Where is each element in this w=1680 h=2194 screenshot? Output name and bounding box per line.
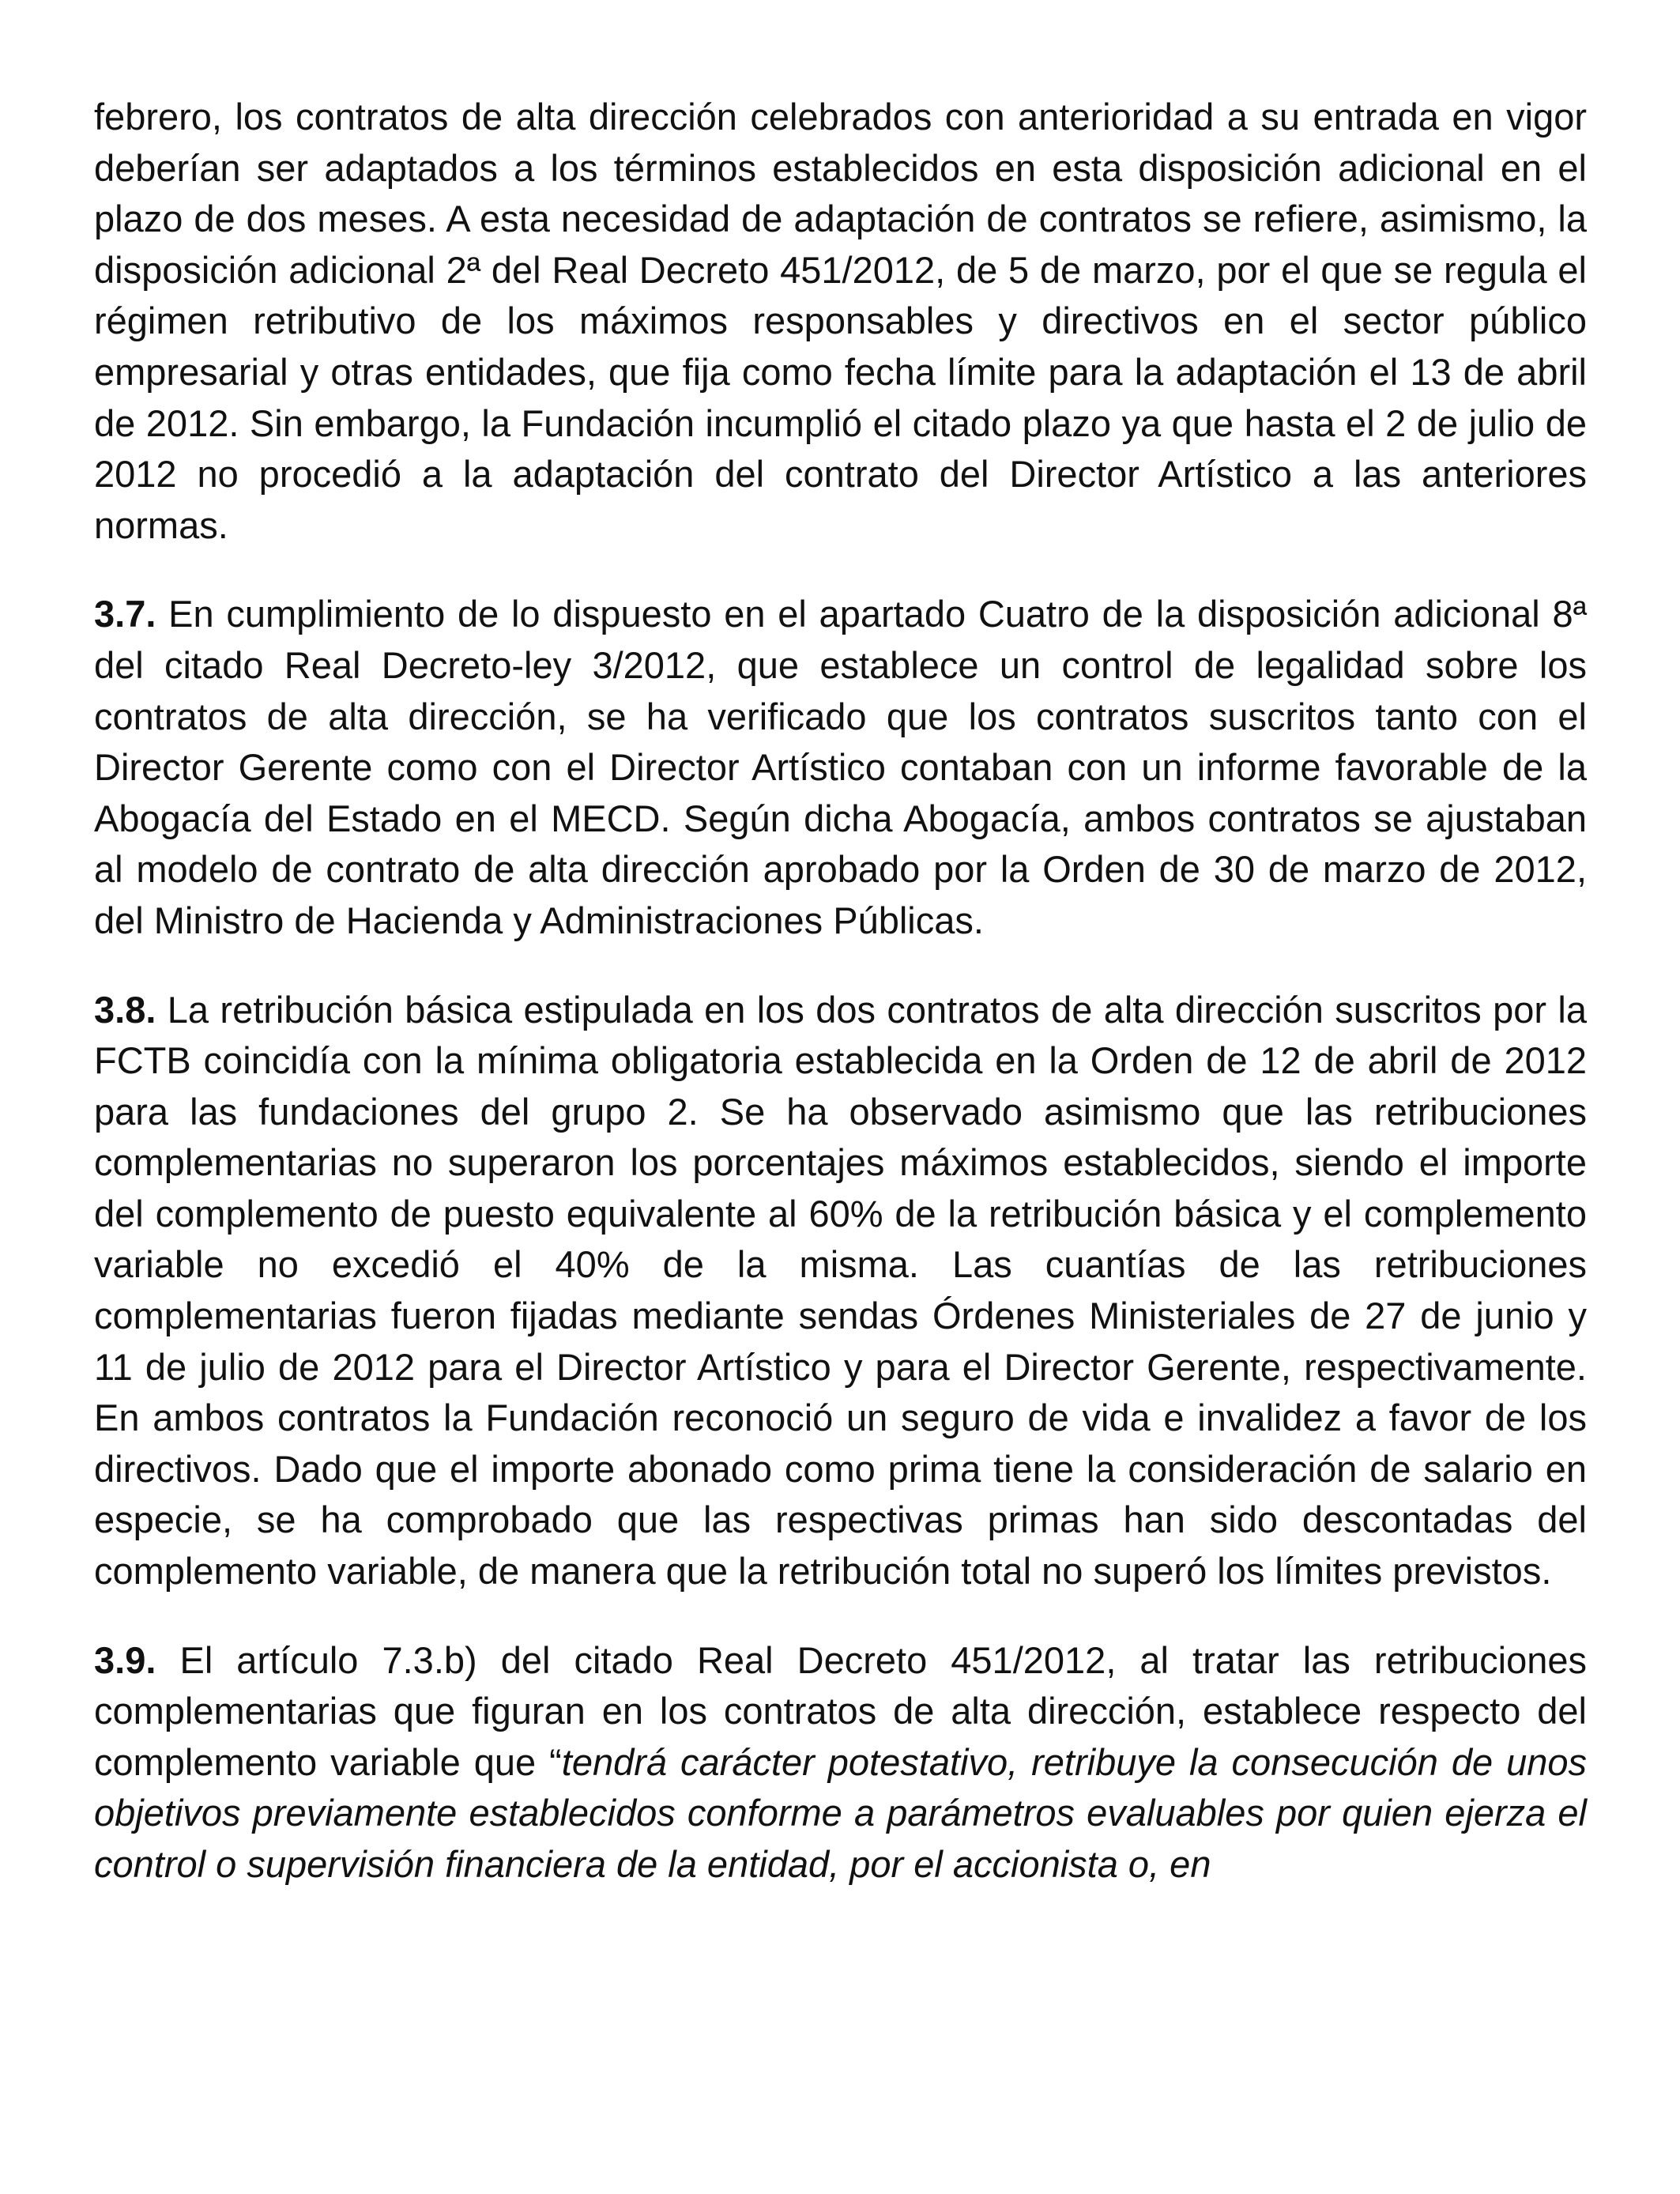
paragraph-continuation	[94, 92, 1587, 551]
paragraph-3-8	[94, 985, 1587, 1597]
paragraph-text: En cumplimiento de lo dispuesto en el apartado Cuatro de la disposición adicional 8ª del citado Real Decreto-ley 3/2012, que establece un control de legalidad sobre los contratos de alta dirección, se ha verificado que los contratos suscritos tanto con el Director Gerente como con el Director Artístico contaban con un informe favorable de la Abogacía del Estado en el MECD. Según dicha Abogacía, ambos contratos se ajustaban al modelo de contrato de alta dirección aprobado por la Orden de 30 de marzo de 2012, del Ministro de Hacienda y Administraciones Públicas.	[94, 593, 1587, 941]
paragraph-3-7	[94, 589, 1587, 946]
paragraph-3-9	[94, 1635, 1587, 1891]
paragraph-number: 3.7.	[94, 593, 156, 635]
quoted-text: tendrá carácter potestativo, retribuye la consecución de unos objetivos previamente establecidos conforme a parámetros evaluables por quien ejerza el control o supervisión financiera de la entidad, por el accionista o, en	[94, 1740, 1587, 1885]
document-page	[94, 92, 1587, 1891]
paragraph-number: 3.9.	[94, 1638, 156, 1681]
paragraph-text: La retribución básica estipulada en los dos contratos de alta dirección suscritos por la FCTB coincidía con la mínima obligatoria establecida en la Orden de 12 de abril de 2012 para las fundaciones del grupo 2. Se ha observado asimismo que las retribuciones complementarias no superaron los porcentajes máximos establecidos, siendo el importe del complemento de puesto equivalente al 60% de la retribución básica y el complemento variable no excedió el 40% de la misma. Las cuantías de las retribuciones complementarias fueron fijadas mediante sendas Órdenes Ministeriales de 27 de junio y 11 de julio de 2012 para el Director Artístico y para el Director Gerente, respectivamente. En ambos contratos la Fundación reconoció un seguro de vida e invalidez a favor de los directivos. Dado que el importe abonado como prima tiene la consideración de salario en especie, se ha comprobado que las respectivas primas han sido descontadas del complemento variable, de manera que la retribución total no superó los límites previstos.	[94, 988, 1587, 1593]
paragraph-text: febrero, los contratos de alta dirección celebrados con anterioridad a su entrada en vigor deberían ser adaptados a los términos establecidos en esta disposición adicional en el plazo de dos meses. A esta necesidad de adaptación de contratos se refiere, asimismo, la disposición adicional 2ª del Real Decreto 451/2012, de 5 de marzo, por el que se regula el régimen retributivo de los máximos responsables y directivos en el sector público empresarial y otras entidades, que fija como fecha límite para la adaptación el 13 de abril de 2012. Sin embargo, la Fundación incumplió el citado plazo ya que hasta el 2 de julio de 2012 no procedió a la adaptación del contrato del Director Artístico a las anteriores normas.	[94, 96, 1587, 546]
paragraph-number: 3.8.	[94, 988, 156, 1031]
paragraph-text: El artículo 7.3.b) del citado Real Decreto 451/2012, al tratar las retribuciones complementarias que figuran en los contratos de alta dirección, establece respecto del complemento variable que “	[94, 1638, 1588, 1783]
